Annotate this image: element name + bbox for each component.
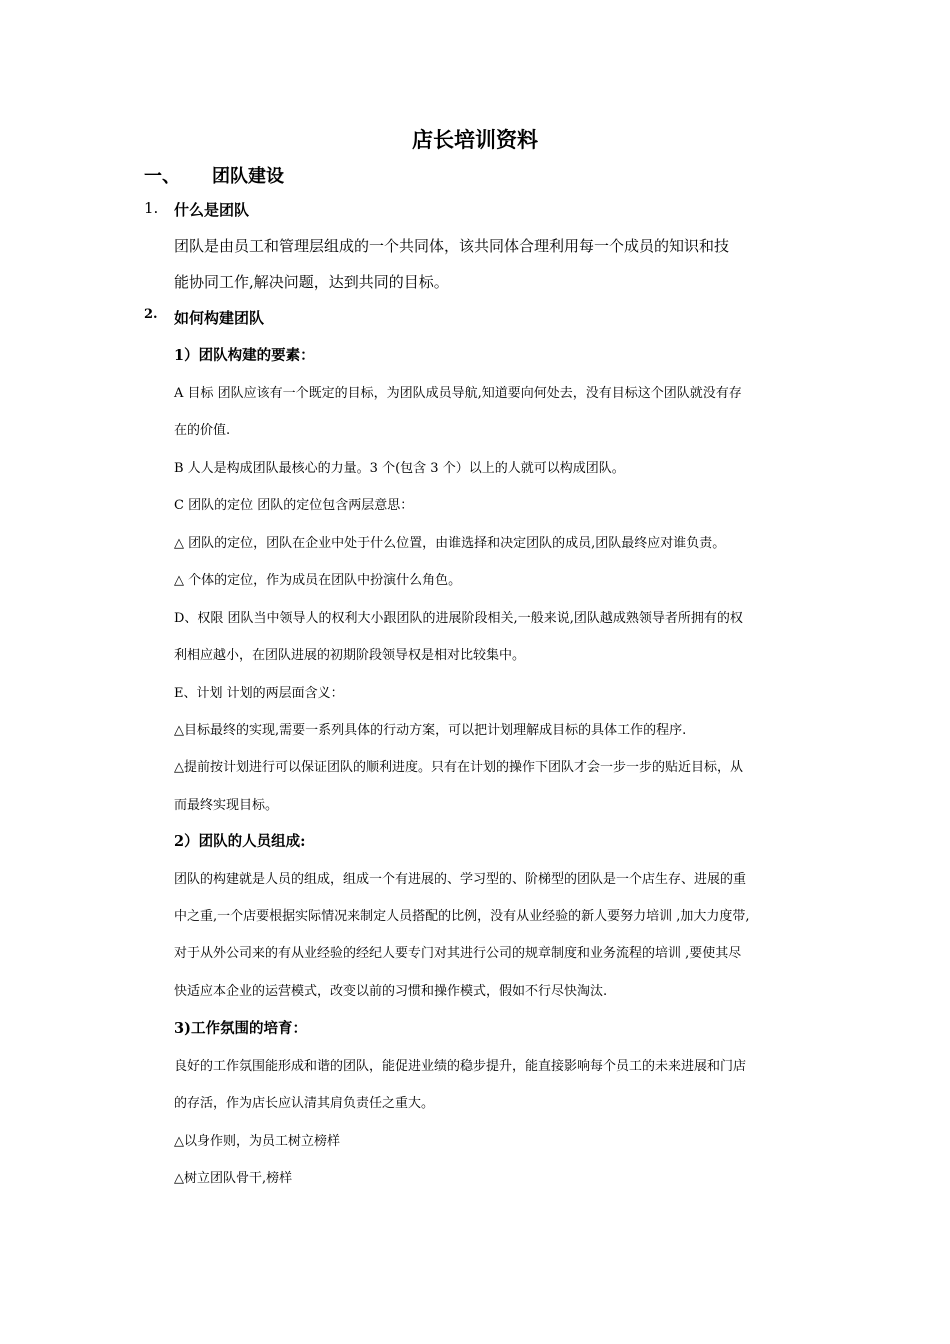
body-line: 快适应本企业的运营模式，改变以前的习惯和操作模式，假如不行尽快淘汰. bbox=[174, 984, 608, 999]
document-title: 店长培训资料 bbox=[412, 127, 538, 152]
body-line: 对于从外公司来的有从业经验的经纪人要专门对其进行公司的规章制度和业务流程的培训 ,要使其尽 bbox=[174, 946, 742, 961]
body-line: △ 团队的定位，团队在企业中处于什么位置，由谁选择和决定团队的成员,团队最终应对谁负责。 bbox=[174, 536, 726, 551]
section-number: 一、 bbox=[144, 166, 180, 187]
body-line: △树立团队骨干,榜样 bbox=[174, 1171, 293, 1186]
body-line: 能协同工作,解决问题，达到共同的目标。 bbox=[174, 273, 449, 291]
body-line: 在的价值. bbox=[174, 423, 231, 438]
body-line: 利相应越小，在团队进展的初期阶段领导权是相对比较集中。 bbox=[174, 648, 526, 663]
body-line: △目标最终的实现,需要一系列具体的行动方案，可以把计划理解成目标的具体工作的程序. bbox=[174, 723, 687, 738]
body-line: 的存活，作为店长应认清其肩负责任之重大。 bbox=[174, 1096, 435, 1111]
item-number: 2. bbox=[144, 307, 158, 322]
body-line: 中之重,一个店要根据实际情况来制定人员搭配的比例，没有从业经验的新人要努力培训 ,加大力度带, bbox=[174, 909, 750, 924]
subsection-heading: 1）团队构建的要素： bbox=[174, 347, 315, 364]
body-line: 团队是由员工和管理层组成的一个共同体，该共同体合理利用每一个成员的知识和技 bbox=[174, 237, 730, 255]
body-line: 而最终实现目标。 bbox=[174, 798, 279, 813]
body-line: △ 个体的定位，作为成员在团队中扮演什么角色。 bbox=[174, 573, 462, 588]
body-line: A 目标 团队应该有一个既定的目标，为团队成员导航,知道要向何处去，没有目标这个团队就没有存 bbox=[174, 386, 742, 401]
item-number: 1. bbox=[144, 199, 159, 217]
body-line: △提前按计划进行可以保证团队的顺利进度。只有在计划的操作下团队才会一步一步的贴近目标，从 bbox=[174, 760, 743, 775]
body-line: D、权限 团队当中领导人的权利大小跟团队的进展阶段相关,一般来说,团队越成熟领导者所拥有的权 bbox=[174, 611, 743, 626]
subsection-heading: 2）团队的人员组成: bbox=[174, 833, 306, 850]
body-line: 良好的工作氛围能形成和谐的团队，能促进业绩的稳步提升，能直接影响每个员工的未来进展和门店 bbox=[174, 1059, 747, 1074]
item-heading: 如何构建团队 bbox=[174, 309, 265, 327]
subsection-heading: 3)工作氛围的培育： bbox=[174, 1020, 307, 1037]
body-line: △以身作则，为员工树立榜样 bbox=[174, 1134, 340, 1149]
item-heading: 什么是团队 bbox=[174, 201, 250, 219]
body-line: E、计划 计划的两层面含义： bbox=[174, 686, 344, 701]
body-line: C 团队的定位 团队的定位包含两层意思： bbox=[174, 498, 414, 513]
body-line: 团队的构建就是人员的组成，组成一个有进展的、学习型的、阶梯型的团队是一个店生存、进展的重 bbox=[174, 872, 747, 887]
section-heading: 团队建设 bbox=[212, 166, 284, 187]
body-line: B 人人是构成团队最核心的力量。3 个(包含 3 个）以上的人就可以构成团队。 bbox=[174, 461, 625, 476]
